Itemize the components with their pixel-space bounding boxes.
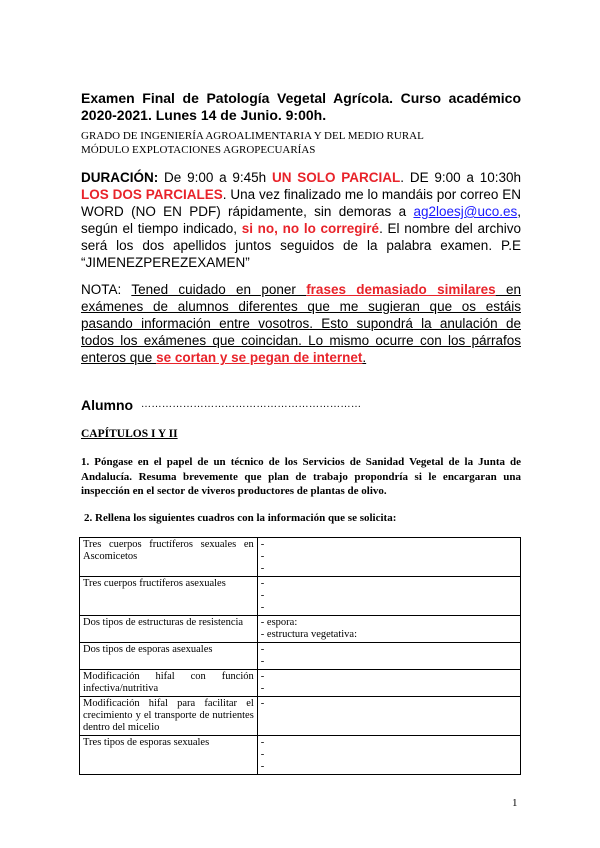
duration-label: DURACIÓN: [81, 170, 159, 185]
note-label: NOTA: [81, 282, 132, 297]
no-grade-warning: si no, no lo corregiré [241, 221, 380, 236]
one-partial-highlight: UN SOLO PARCIAL [271, 170, 401, 185]
answer-line[interactable]: - [260, 749, 265, 760]
row-prompt: Modificación hifal para facilitar el crecimiento y el transporte de nutrientes dentro del micelio [80, 697, 258, 736]
table-row [80, 577, 521, 616]
answer-line[interactable]: - [260, 551, 265, 562]
answer-line[interactable]: - [260, 698, 265, 709]
answer-line[interactable]: - [260, 563, 265, 574]
student-label: Alumno [81, 397, 134, 413]
row-answer-cell[interactable] [257, 736, 520, 775]
answer-line[interactable]: - [260, 737, 265, 748]
answer-line[interactable]: - [260, 671, 265, 682]
table-row [80, 538, 521, 577]
row-answer-cell[interactable] [257, 670, 520, 697]
answer-line[interactable]: - [260, 590, 265, 601]
answer-line[interactable]: - estructura vegetativa: [260, 629, 357, 640]
answer-line[interactable]: - [260, 683, 265, 694]
table-row [80, 616, 521, 643]
row-prompt: Tres cuerpos fructíferos asexuales [80, 577, 258, 616]
row-prompt: Modificación hifal con función infectiva/nutritiva [80, 670, 258, 697]
note-text-1: Tened cuidado en poner [131, 282, 307, 297]
section-title: CAPÍTULOS I Y II [81, 428, 178, 440]
table-row [80, 697, 521, 736]
duration-text-1: De 9:00 a 9:45h [158, 170, 272, 185]
degree-info [81, 129, 521, 157]
duration-text-4: , según el tiempo indicado, [81, 204, 521, 236]
table-row [80, 670, 521, 697]
row-answer-cell[interactable] [257, 616, 520, 643]
copy-paste-warning: se cortan y se pegan de internet [156, 350, 363, 365]
duration-text-2: . DE 9:00 a 10:30h [400, 170, 521, 185]
table-row [80, 643, 521, 670]
answer-line[interactable]: - espora: [260, 617, 298, 628]
degree-line: GRADO DE INGENIERÍA AGROALIMENTARIA Y DEL MEDIO RURAL [81, 130, 424, 142]
exam-title: Examen Final de Patología Vegetal Agrícola. Curso académico 2020-2021. Lunes 14 de Junio. 9:00h. [81, 90, 521, 123]
answer-table [79, 537, 521, 775]
row-answer-cell[interactable] [257, 643, 520, 670]
answer-line[interactable]: - [260, 761, 265, 772]
answer-line[interactable]: - [260, 602, 265, 613]
question-2: 2. Rellena los siguientes cuadros con la información que se solicita: [84, 512, 397, 524]
row-prompt: Tres tipos de esporas sexuales [80, 736, 258, 775]
student-name-field[interactable]: ……………………………………………………… [141, 399, 362, 410]
email-link[interactable]: ag2loesj@uco.es [413, 204, 518, 219]
duration-paragraph [81, 169, 521, 271]
note-text-3: . [362, 350, 367, 365]
row-answer-cell[interactable] [257, 538, 520, 577]
row-prompt: Tres cuerpos fructíferos sexuales en Ascomicetos [80, 538, 258, 577]
row-prompt: Dos tipos de esporas asexuales [80, 643, 258, 670]
similar-phrases-warning: frases demasiado similares [306, 282, 496, 297]
answer-line[interactable]: - [260, 656, 265, 667]
row-answer-cell[interactable] [257, 577, 520, 616]
question-1: 1. Póngase en el papel de un técnico de los Servicios de Sanidad Vegetal de la Junta de Andalucía. Resuma brevemente que plan de trabajo propondría si le encargaran una inspección en el sector de viveros productores de plantas de olivo. [81, 456, 521, 497]
answer-line[interactable]: - [260, 539, 265, 550]
note-paragraph [81, 281, 521, 366]
two-partials-highlight: LOS DOS PARCIALES [81, 187, 223, 202]
answer-line[interactable]: - [260, 644, 265, 655]
page-number: 1 [512, 797, 518, 809]
row-prompt: Dos tipos de estructuras de resistencia [80, 616, 258, 643]
module-line: MÓDULO EXPLOTACIONES AGROPECUARÍAS [81, 144, 316, 156]
duration-text-5: . El nombre del archivo será los dos apellidos juntos seguidos de la palabra examen. P.E “JIMENEZPEREZEXAMEN” [81, 221, 521, 270]
answer-line[interactable]: - [260, 578, 265, 589]
note-text-2: en exámenes de alumnos diferentes que me sugieran que os estáis pasando información entre vosotros. Esto supondrá la anulación de todos los exámenes que coincidan. Lo mismo ocurre con los párrafos enteros que [81, 282, 521, 365]
duration-text-3: . Una vez finalizado me lo mandáis por correo EN WORD (NO EN PDF) rápidamente, sin demoras a [81, 187, 522, 219]
row-answer-cell[interactable] [257, 697, 520, 736]
table-row [80, 736, 521, 775]
